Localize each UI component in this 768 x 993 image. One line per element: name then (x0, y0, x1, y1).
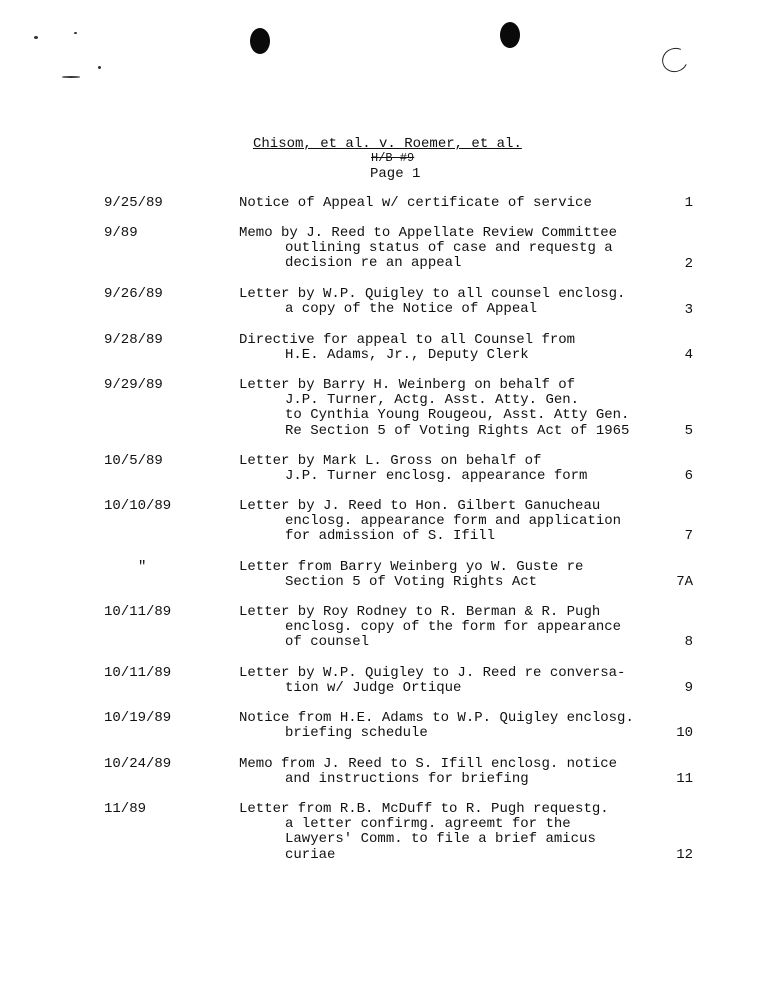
entry-date: 10/19/89 (104, 710, 172, 726)
entry-date: 10/11/89 (104, 665, 172, 681)
struck-label: H/B #9 (371, 151, 415, 165)
entry-line: Letter from Barry Weinberg yo W. Guste re (239, 559, 584, 575)
entry-date: 9/26/89 (104, 286, 163, 302)
entry-line: and instructions for briefing (285, 771, 529, 788)
entry-line: Memo by J. Reed to Appellate Review Committee (239, 225, 618, 241)
entry-line: Letter from R.B. McDuff to R. Pugh requestg. (239, 801, 609, 817)
entry-description (239, 560, 583, 590)
case-title: Chisom, et al. v. Roemer, et al. (253, 136, 522, 152)
entry-line: Letter by Roy Rodney to R. Berman & R. Pugh (239, 604, 601, 620)
entry-line: Letter by Mark L. Gross on behalf of (239, 453, 542, 469)
entry-line: decision re an appeal (285, 255, 462, 272)
entry-line: Memo from J. Reed to S. Ifill enclosg. notice (239, 756, 618, 772)
entry-line: Letter by Barry H. Weinberg on behalf of (239, 377, 576, 393)
entry-number: 7 (684, 528, 693, 544)
entry-date: 10/11/89 (104, 604, 172, 620)
entry-description (239, 666, 625, 696)
entry-number: 8 (684, 634, 693, 650)
entry-date: 9/29/89 (104, 377, 163, 393)
scan-speck (62, 76, 80, 78)
entry-number: 10 (676, 725, 693, 741)
entry-line: briefing schedule (285, 725, 428, 742)
entry-line: Letter by J. Reed to Hon. Gilbert Ganucheau (239, 498, 601, 514)
entry-date: 11/89 (104, 801, 147, 817)
entry-line: tion w/ Judge Ortique (285, 680, 462, 697)
entry-description (239, 605, 621, 651)
entry-line: a copy of the Notice of Appeal (285, 301, 538, 318)
entry-number: 5 (684, 423, 693, 439)
entry-line: J.P. Turner, Actg. Asst. Atty. Gen. (285, 392, 580, 409)
handwritten-circle-mark (659, 44, 692, 75)
entry-number: 6 (684, 468, 693, 484)
entry-line: Notice from H.E. Adams to W.P. Quigley enclosg. (239, 710, 634, 726)
entry-number: 11 (676, 771, 693, 787)
entry-date: 10/24/89 (104, 756, 172, 772)
entry-date: " (138, 559, 147, 575)
entry-line: Letter by W.P. Quigley to all counsel enclosg. (239, 286, 626, 302)
entry-line: to Cynthia Young Rougeou, Asst. Atty Gen. (285, 407, 630, 424)
entry-line: outlining status of case and requestg a (285, 240, 613, 257)
entry-date: 9/89 (104, 225, 138, 241)
entry-line: enclosg. copy of the form for appearance (285, 619, 622, 636)
entry-line: enclosg. appearance form and application (285, 513, 622, 530)
entry-number: 12 (676, 847, 693, 863)
entry-description (239, 226, 617, 272)
entry-line: Letter by W.P. Quigley to J. Reed re conversa- (239, 665, 626, 681)
entry-description (239, 711, 634, 741)
entry-line: Re Section 5 of Voting Rights Act of 1965 (285, 422, 630, 439)
entry-number: 7A (676, 574, 693, 590)
entry-line: a letter confirmg. agreemt for the (285, 816, 571, 833)
punch-hole-mark (250, 28, 270, 54)
entry-line: Notice of Appeal w/ certificate of service (239, 195, 592, 211)
entry-date: 9/28/89 (104, 332, 163, 348)
entry-description (239, 287, 625, 317)
entry-line: for admission of S. Ifill (285, 528, 496, 545)
entry-number: 3 (684, 302, 693, 318)
scan-speck (98, 66, 101, 69)
punch-hole-mark (500, 22, 520, 48)
entry-line: Directive for appeal to all Counsel from (239, 332, 576, 348)
entry-date: 10/10/89 (104, 498, 172, 514)
entry-line: H.E. Adams, Jr., Deputy Clerk (285, 347, 529, 364)
entry-description (239, 757, 617, 787)
entry-description (239, 454, 587, 484)
entry-date: 9/25/89 (104, 195, 163, 211)
entry-line: of counsel (285, 634, 370, 651)
entry-description (239, 378, 629, 439)
entry-description (239, 333, 575, 363)
entry-number: 4 (684, 347, 693, 363)
entry-line: Section 5 of Voting Rights Act (285, 574, 538, 591)
entry-line: Lawyers' Comm. to file a brief amicus (285, 831, 596, 848)
entry-date: 10/5/89 (104, 453, 163, 469)
entry-line: J.P. Turner enclosg. appearance form (285, 468, 588, 485)
entry-line: curiae (285, 846, 336, 863)
scan-speck (34, 36, 38, 39)
entry-description (239, 802, 609, 863)
page-label: Page 1 (370, 166, 421, 182)
entry-number: 2 (684, 256, 693, 272)
entry-number: 9 (684, 680, 693, 696)
entry-number: 1 (684, 195, 693, 211)
entry-description (239, 499, 621, 545)
entry-description (239, 196, 592, 211)
scan-speck (74, 32, 77, 34)
